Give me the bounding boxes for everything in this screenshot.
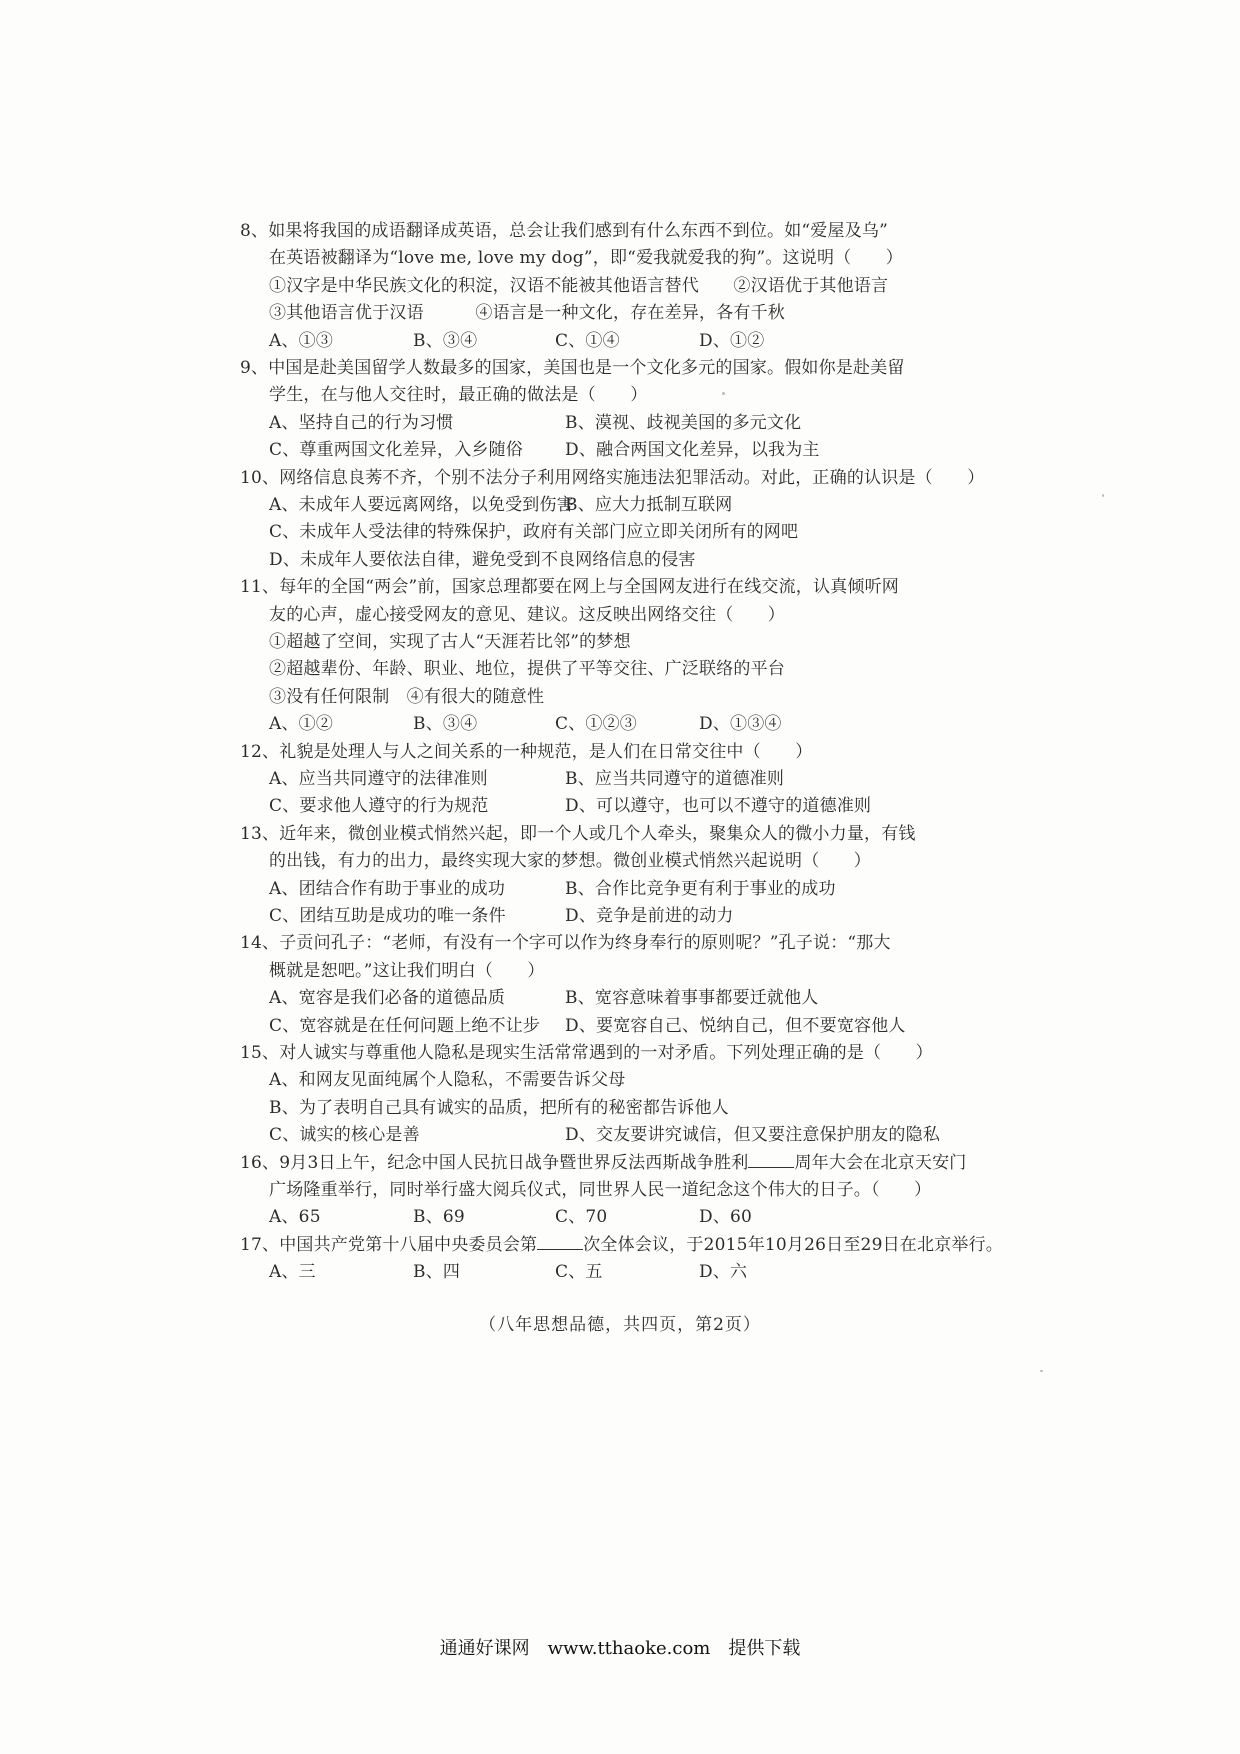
option-c: C、未成年人受法律的特殊保护，政府有关部门应立即关闭所有的网吧 [269, 522, 799, 543]
answer-blank [748, 1153, 794, 1168]
question-13-options-cd [240, 903, 960, 930]
option-b: B、③④ [413, 330, 478, 351]
option-d: D、六 [699, 1262, 748, 1283]
question-13-stem-cont: 的出钱，有力的出力，最终实现大家的梦想。微创业模式悄然兴起说明（ ） [269, 851, 871, 872]
question-16 [240, 1150, 967, 1232]
question-15 [240, 1040, 960, 1150]
option-d: D、60 [699, 1207, 753, 1228]
question-11-statement-3-4: ③没有任何限制 ④有很大的随意性 [269, 686, 545, 707]
option-c: C、①②③ [555, 714, 638, 735]
option-a: A、①③ [269, 330, 334, 351]
option-d: D、①③④ [699, 714, 782, 735]
option-d: D、可以遵守，也可以不遵守的道德准则 [565, 796, 872, 817]
option-b: B、69 [413, 1207, 465, 1228]
option-a: A、应当共同遵守的法律准则 [269, 769, 488, 790]
question-11 [240, 574, 960, 738]
page-footer-note: （八年思想品德，共四页，第2页） [479, 1315, 761, 1335]
question-16-options [240, 1204, 960, 1231]
question-list [240, 218, 1003, 1287]
option-a: A、宽容是我们必备的道德品质 [269, 988, 506, 1009]
question-10-options-ab [240, 492, 960, 519]
option-c: C、尊重两国文化差异，入乡随俗 [269, 440, 524, 461]
option-b: B、应大力抵制互联网 [565, 495, 733, 516]
question-17-stem-before: 17、中国共产党第十八届中央委员会第 [240, 1234, 538, 1255]
answer-blank [537, 1235, 583, 1250]
question-16-stem-after: 周年大会在北京天安门 [794, 1152, 967, 1173]
question-17-options [240, 1259, 960, 1286]
option-d: D、①② [699, 330, 765, 351]
scan-speck [1040, 1370, 1043, 1372]
option-a: A、①② [269, 714, 334, 735]
question-14-options-cd [240, 1013, 960, 1040]
question-11-statement-2: ②超越辈份、年龄、职业、地位，提供了平等交往、广泛联络的平台 [269, 659, 785, 680]
question-12-options-cd [240, 793, 960, 820]
question-15-options-cd [240, 1122, 960, 1149]
option-d: D、融合两国文化差异，以我为主 [565, 440, 820, 461]
question-14-options-ab [240, 985, 960, 1012]
question-17-stem-after: 次全体会议，于2015年10月26日至29日在北京举行。 [583, 1234, 1003, 1255]
option-c: C、宽容就是在任何问题上绝不让步 [269, 1015, 541, 1036]
question-9-stem-cont: 学生，在与他人交往时，最正确的做法是（ ） [269, 385, 648, 406]
question-17 [240, 1232, 1003, 1287]
question-12-options-ab [240, 766, 960, 793]
option-b: B、为了表明自己具有诚实的品质，把所有的秘密都告诉他人 [269, 1097, 729, 1118]
option-b: B、应当共同遵守的道德准则 [565, 769, 785, 790]
option-b: B、宽容意味着事事都要迁就他人 [565, 988, 819, 1009]
question-14-stem-cont: 概就是恕吧。”这让我们明白（ ） [269, 960, 545, 981]
question-11-stem: 11、每年的全国“两会”前，国家总理都要在网上与全国网友进行在线交流，认真倾听网 [240, 577, 900, 598]
download-watermark: 通通好课网 www.tthaoke.com 提供下载 [439, 1638, 801, 1659]
option-b: B、四 [413, 1262, 461, 1283]
option-a: A、未成年人要远离网络，以免受到伤害 [269, 495, 574, 516]
question-8-stem: 8、如果将我国的成语翻译成英语，总会让我们感到有什么东西不到位。如“爱屋及乌” [240, 221, 888, 241]
option-d: D、竞争是前进的动力 [565, 906, 734, 927]
question-15-stem: 15、对人诚实与尊重他人隐私是现实生活常常遇到的一对矛盾。下列处理正确的是（ ） [240, 1043, 933, 1064]
question-16-stem [240, 1150, 967, 1177]
option-c: C、①④ [555, 330, 620, 351]
scan-speck [722, 392, 725, 395]
option-c: C、70 [555, 1207, 608, 1228]
question-12 [240, 739, 960, 821]
option-c: C、诚实的核心是善 [269, 1125, 420, 1146]
option-c: C、五 [555, 1262, 603, 1283]
option-d: D、交友要讲究诚信，但又要注意保护朋友的隐私 [565, 1125, 941, 1146]
question-14 [240, 930, 960, 1040]
question-11-stem-cont: 友的心声，虚心接受网友的意见、建议。这反映出网络交往（ ） [269, 604, 785, 625]
question-14-stem: 14、子贡问孔子：“老师，有没有一个字可以作为终身奉行的原则呢？”孔子说：“那大 [240, 933, 891, 954]
question-11-statement-1: ①超越了空间，实现了古人“天涯若比邻”的梦想 [269, 632, 631, 653]
question-8-statement-3-4: ③其他语言优于汉语 ④语言是一种文化，存在差异，各有千秋 [269, 303, 785, 324]
question-9-options-cd [240, 437, 960, 464]
question-11-options [240, 711, 960, 738]
option-b: B、③④ [413, 714, 478, 735]
option-c: C、团结互助是成功的唯一条件 [269, 906, 506, 927]
question-13-options-ab [240, 876, 960, 903]
question-10-stem: 10、网络信息良莠不齐，个别不法分子利用网络实施违法犯罪活动。对此，正确的认识是（ ） [240, 467, 985, 488]
option-c: C、要求他人遵守的行为规范 [269, 796, 489, 817]
option-a: A、三 [269, 1262, 316, 1283]
question-16-stem-cont: 广场隆重举行，同时举行盛大阅兵仪式，同世界人民一道纪念这个伟大的日子。（ ） [269, 1180, 932, 1201]
question-8-options [240, 328, 960, 355]
question-9-options-ab [240, 410, 960, 437]
question-13-stem: 13、近年来，微创业模式悄然兴起，即一个人或几个人牵头，聚集众人的微小力量，有钱 [240, 823, 916, 844]
question-12-stem: 12、礼貌是处理人与人之间关系的一种规范，是人们在日常交往中（ ） [240, 741, 813, 762]
question-9-stem: 9、中国是赴美国留学人数最多的国家，美国也是一个文化多元的国家。假如你是赴美留 [240, 358, 905, 379]
option-a: A、和网友见面纯属个人隐私，不需要告诉父母 [269, 1070, 626, 1091]
option-a: A、65 [269, 1207, 321, 1228]
question-9 [240, 355, 960, 465]
question-17-stem [240, 1232, 1003, 1259]
question-16-stem-before: 16、9月3日上午，纪念中国人民抗日战争暨世界反法西斯战争胜利 [240, 1152, 749, 1173]
question-13 [240, 821, 960, 931]
option-a: A、团结合作有助于事业的成功 [269, 878, 506, 899]
option-b: B、漠视、歧视美国的多元文化 [565, 412, 802, 433]
option-d: D、未成年人要依法自律，避免受到不良网络信息的侵害 [269, 549, 696, 570]
option-a: A、坚持自己的行为习惯 [269, 412, 454, 433]
scan-speck [1102, 494, 1104, 497]
option-b: B、合作比竞争更有利于事业的成功 [565, 878, 836, 899]
question-10 [240, 465, 985, 575]
question-8-stem-cont: 在英语被翻译为“love me, love my dog”，即“爱我就爱我的狗”。这说明（ ） [269, 248, 903, 269]
question-8-statement-1-2: ①汉字是中华民族文化的积淀，汉语不能被其他语言替代 ②汉语优于其他语言 [269, 275, 889, 296]
option-d: D、要宽容自己、悦纳自己，但不要宽容他人 [565, 1015, 906, 1036]
question-8 [240, 218, 960, 355]
